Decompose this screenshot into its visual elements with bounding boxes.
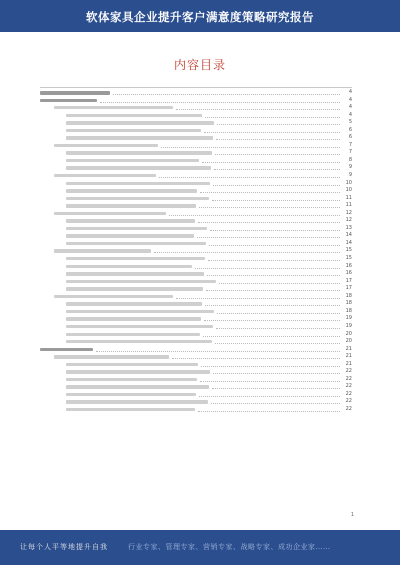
toc-leader-dots	[113, 94, 340, 95]
toc-entry[interactable]	[40, 172, 352, 180]
toc-entry-page: 19	[345, 322, 352, 329]
toc-entry-title	[66, 378, 197, 381]
toc-entry-page: 6	[348, 126, 352, 133]
toc-entry-title	[66, 393, 196, 396]
toc-entry-page: 14	[345, 239, 352, 246]
toc-entry-title	[66, 363, 198, 366]
toc-leader-dots	[215, 154, 340, 155]
toc-leader-dots	[204, 320, 340, 321]
document-title: 软体家具企业提升客户满意度策略研究报告	[86, 10, 314, 24]
toc-leader-dots	[212, 200, 340, 201]
toc-entry-page: 22	[345, 383, 352, 390]
toc-entry-page: 10	[345, 179, 352, 186]
toc-leader-dots	[195, 268, 340, 269]
toc-leader-dots	[197, 237, 340, 238]
toc-entry-page: 15	[345, 247, 352, 254]
toc-entry-title	[66, 121, 214, 124]
toc-leader-dots	[154, 252, 340, 253]
toc-entry-title	[66, 265, 192, 268]
header-band	[0, 0, 400, 32]
toc-leader-dots	[161, 147, 340, 148]
toc-entry-page: 4	[348, 96, 352, 103]
toc-entry-title	[66, 227, 207, 230]
toc-entry-title	[66, 287, 203, 290]
toc-leader-dots	[213, 373, 340, 374]
toc-leader-dots	[210, 230, 340, 231]
toc-entry[interactable]	[40, 323, 352, 331]
toc-entry[interactable]	[40, 180, 352, 188]
toc-entry-page: 22	[345, 390, 352, 397]
toc-entry-page: 11	[345, 202, 352, 209]
toc-entry-page: 21	[345, 345, 352, 352]
toc-entry-title	[66, 151, 212, 154]
toc-heading: 内容目录	[173, 58, 226, 72]
toc-entry-page: 18	[345, 307, 352, 314]
toc-entry[interactable]	[40, 346, 352, 354]
toc-entry-title	[54, 144, 158, 147]
toc-entry-title	[66, 302, 202, 305]
toc-entry-page: 8	[348, 156, 352, 163]
toc-leader-dots	[200, 381, 340, 382]
toc-entry-page: 20	[345, 330, 352, 337]
toc-entry[interactable]	[40, 210, 352, 218]
toc-entry-page: 12	[345, 217, 352, 224]
toc-entry-title	[66, 136, 213, 139]
toc-entry-page: 12	[345, 209, 352, 216]
toc-entry[interactable]	[40, 361, 352, 369]
toc-leader-dots	[198, 411, 340, 412]
toc-entry[interactable]	[40, 127, 352, 135]
toc-entry-title	[40, 348, 93, 352]
toc-entry[interactable]	[40, 164, 352, 172]
toc-entry[interactable]	[40, 263, 352, 271]
toc-entry[interactable]	[40, 270, 352, 278]
toc-leader-dots	[207, 275, 340, 276]
toc-entry-page: 19	[345, 315, 352, 322]
toc-entry-page: 15	[345, 255, 352, 262]
toc-leader-dots	[198, 222, 340, 223]
toc-entry-title	[54, 295, 173, 298]
toc-entry-page: 16	[345, 270, 352, 277]
toc-entry[interactable]	[40, 300, 352, 308]
toc-leader-dots	[202, 162, 340, 163]
toc-entry-title	[66, 333, 200, 336]
toc-leader-dots	[200, 192, 340, 193]
toc-entry[interactable]	[40, 217, 352, 225]
toc-entry[interactable]	[40, 232, 352, 240]
toc-entry[interactable]	[40, 202, 352, 210]
toc-entry[interactable]	[40, 149, 352, 157]
toc-entry[interactable]	[40, 104, 352, 112]
toc-entry-page: 21	[345, 360, 352, 367]
toc-entry[interactable]	[40, 338, 352, 346]
toc-entry[interactable]	[40, 240, 352, 248]
toc-entry[interactable]	[40, 112, 352, 120]
toc-entry[interactable]	[40, 391, 352, 399]
toc-entry-page: 17	[345, 277, 352, 284]
toc-entry[interactable]	[40, 278, 352, 286]
toc-entry-page: 13	[345, 224, 352, 231]
toc-leader-dots	[204, 132, 340, 133]
toc-leader-dots	[199, 207, 340, 208]
toc-entry[interactable]	[40, 406, 352, 414]
toc-leader-dots	[205, 117, 340, 118]
footer-slogan: 让每个人平等地提升自我	[20, 543, 108, 551]
toc-entry[interactable]	[40, 383, 352, 391]
toc-entry-title	[66, 400, 208, 403]
toc-top-rule	[40, 87, 352, 88]
toc-entry-title	[54, 249, 151, 252]
toc-leader-dots	[206, 290, 340, 291]
toc-leader-dots	[216, 139, 340, 140]
toc-entry-title	[54, 174, 156, 177]
toc-entry-title	[40, 99, 97, 103]
toc-entry[interactable]	[40, 255, 352, 263]
toc-entry-title	[66, 204, 196, 207]
toc-entry[interactable]	[40, 97, 352, 105]
toc-entry-title	[66, 219, 195, 222]
toc-entry[interactable]	[40, 293, 352, 301]
toc-entry-page: 11	[345, 194, 352, 201]
toc-leader-dots	[213, 185, 340, 186]
toc-entry-title	[66, 340, 212, 343]
toc-entry[interactable]	[40, 353, 352, 361]
toc-entry-title	[66, 234, 194, 237]
toc-leader-dots	[217, 124, 340, 125]
toc-leader-dots	[205, 305, 340, 306]
toc-leader-dots	[215, 343, 340, 344]
toc-entry[interactable]	[40, 285, 352, 293]
toc-leader-dots	[211, 403, 340, 404]
toc-entry-page: 18	[345, 300, 352, 307]
footer-band	[0, 530, 400, 565]
toc-entry-page: 9	[348, 164, 352, 171]
toc-entry[interactable]	[40, 187, 352, 195]
toc-entry-page: 5	[348, 119, 352, 126]
toc-entry-page: 17	[345, 285, 352, 292]
toc-leader-dots	[176, 298, 340, 299]
toc-entry-page: 4	[348, 89, 352, 95]
toc-entry-page: 18	[345, 292, 352, 299]
toc-leader-dots	[217, 313, 340, 314]
toc-entry[interactable]	[40, 331, 352, 339]
toc-entry[interactable]	[40, 376, 352, 384]
toc-entry-title	[66, 257, 205, 260]
toc-leader-dots	[209, 245, 340, 246]
toc-leader-dots	[219, 283, 340, 284]
toc-entry[interactable]	[40, 315, 352, 323]
toc-entry[interactable]	[40, 134, 352, 142]
toc-leader-dots	[201, 366, 340, 367]
toc-entry-title	[66, 370, 210, 373]
toc-entry-title	[66, 182, 210, 185]
toc-entry-title	[66, 317, 201, 320]
toc-entry-title	[54, 212, 166, 215]
toc-entry-title	[66, 325, 213, 328]
toc-entry[interactable]	[40, 308, 352, 316]
toc-entry-page: 10	[345, 187, 352, 194]
toc-leader-dots	[208, 260, 340, 261]
toc-entry-title	[66, 385, 209, 388]
toc-entry-page: 4	[348, 104, 352, 111]
toc-entry-title	[66, 114, 202, 117]
toc-entry[interactable]	[40, 398, 352, 406]
toc-entry-title	[66, 197, 209, 200]
toc-entry-title	[54, 355, 169, 358]
toc-entry-title	[40, 91, 110, 95]
toc-entry-title	[66, 310, 214, 313]
toc-leader-dots	[100, 102, 340, 103]
toc-entry[interactable]	[40, 247, 352, 255]
toc-leader-dots	[214, 169, 340, 170]
toc-entry-page: 22	[345, 405, 352, 412]
toc-entry-page: 22	[345, 368, 352, 375]
toc-entry-title	[66, 166, 211, 169]
toc-leader-dots	[212, 388, 340, 389]
toc-entry-title	[66, 129, 201, 132]
toc-leader-dots	[169, 215, 340, 216]
toc-leader-dots	[96, 351, 340, 352]
toc-entry-title	[66, 280, 216, 283]
toc-entry-page: 4	[348, 111, 352, 118]
toc-entry-page: 16	[345, 262, 352, 269]
toc-leader-dots	[172, 358, 340, 359]
toc-entry-page: 7	[348, 141, 352, 148]
toc-entry-page: 7	[348, 149, 352, 156]
toc-entry-page: 6	[348, 134, 352, 141]
toc-entry-page: 21	[345, 353, 352, 360]
toc-entry[interactable]	[40, 119, 352, 127]
toc-entry-page: 14	[345, 232, 352, 239]
toc-leader-dots	[216, 328, 340, 329]
toc-entry[interactable]	[40, 157, 352, 165]
table-of-contents	[40, 83, 352, 414]
toc-entry-page: 22	[345, 398, 352, 405]
toc-entry[interactable]	[40, 89, 352, 97]
toc-entry[interactable]	[40, 225, 352, 233]
toc-entry-title	[66, 272, 204, 275]
toc-entry-title	[54, 106, 173, 109]
toc-entry-title	[66, 159, 199, 162]
footer-experts: 行业专家、管理专家、营销专家、战略专家、成功企业家……	[128, 543, 331, 551]
toc-entry[interactable]	[40, 368, 352, 376]
toc-leader-dots	[176, 109, 340, 110]
toc-entry-title	[66, 242, 206, 245]
toc-entry[interactable]	[40, 142, 352, 150]
toc-entry-page: 9	[348, 172, 352, 179]
page-number: 1	[350, 512, 354, 518]
toc-leader-dots	[159, 177, 340, 178]
toc-entry[interactable]	[40, 195, 352, 203]
toc-leader-dots	[203, 336, 340, 337]
toc-leader-dots	[199, 396, 340, 397]
toc-entry-page: 20	[345, 338, 352, 345]
toc-entry-title	[66, 408, 195, 411]
toc-entry-title	[66, 189, 197, 192]
toc-entry-page: 22	[345, 375, 352, 382]
